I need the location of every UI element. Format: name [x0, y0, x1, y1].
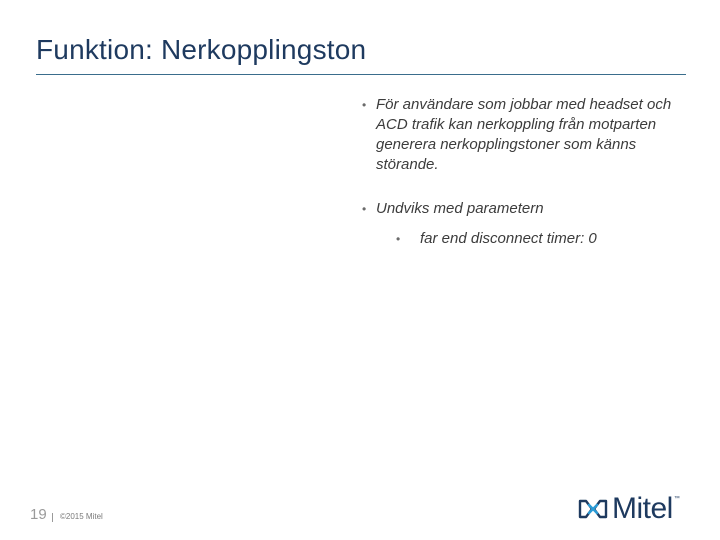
mitel-logo	[578, 492, 680, 526]
bullet-list	[362, 95, 702, 249]
bullet-item	[362, 95, 702, 175]
trademark-mark: ™	[673, 496, 680, 502]
bullet-dot-icon: •	[362, 202, 367, 216]
copyright-text: ©2015 Mitel	[60, 512, 103, 521]
bullet-dot-icon: •	[362, 98, 367, 112]
bullet-text: För användare som jobbar med headset och ACD trafik kan nerkoppling från motparten generera nerkopplingstoner som känns störande.	[376, 96, 672, 173]
bullet-item	[362, 199, 702, 219]
slide-title: Funktion: Nerkopplingston	[36, 34, 367, 65]
mitel-logo-icon	[578, 497, 608, 521]
bullet-text: Undviks med parametern	[376, 200, 544, 217]
footer-divider	[52, 513, 53, 522]
page-number: 19	[30, 506, 47, 523]
logo-wordmark: Mitel	[612, 492, 673, 525]
sub-bullet-item	[362, 229, 702, 249]
title-divider	[36, 74, 686, 75]
bullet-dot-icon: •	[396, 232, 401, 246]
sub-bullet-text: far end disconnect timer: 0	[420, 230, 597, 247]
